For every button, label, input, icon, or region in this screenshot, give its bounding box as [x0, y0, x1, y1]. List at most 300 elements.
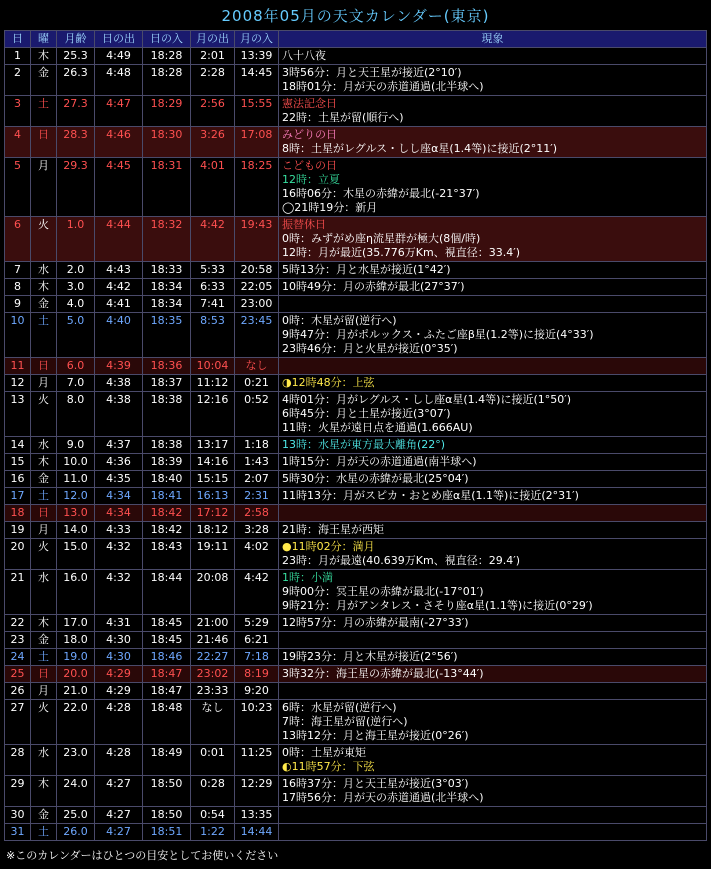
cell-moonset: なし [235, 358, 279, 375]
table-row [5, 700, 707, 745]
cell-weekday: 水 [31, 745, 57, 776]
cell-sunset: 18:36 [143, 358, 191, 375]
cell-moonset: 1:43 [235, 454, 279, 471]
cell-moonrise: 2:56 [191, 96, 235, 127]
cell-sunrise: 4:35 [95, 471, 143, 488]
table-row [5, 776, 707, 807]
cell-sunset: 18:42 [143, 522, 191, 539]
table-row [5, 48, 707, 65]
cell-weekday: 火 [31, 217, 57, 262]
column-header-moonrise: 月の出 [191, 31, 235, 48]
cell-phenomena [279, 522, 707, 539]
cell-day: 12 [5, 375, 31, 392]
cell-weekday: 月 [31, 158, 57, 217]
cell-day: 19 [5, 522, 31, 539]
cell-day: 5 [5, 158, 31, 217]
cell-moon-age: 14.0 [57, 522, 95, 539]
event-text: みどりの日 [282, 128, 337, 141]
table-row [5, 745, 707, 776]
table-row [5, 296, 707, 313]
cell-moon-age: 11.0 [57, 471, 95, 488]
cell-day: 23 [5, 632, 31, 649]
event-text: 21時：海王星が西矩 [282, 523, 384, 536]
cell-sunset: 18:37 [143, 375, 191, 392]
cell-sunrise: 4:28 [95, 700, 143, 745]
cell-moon-age: 20.0 [57, 666, 95, 683]
table-row [5, 313, 707, 358]
cell-sunset: 18:39 [143, 454, 191, 471]
cell-phenomena [279, 279, 707, 296]
cell-phenomena [279, 488, 707, 505]
cell-sunrise: 4:29 [95, 666, 143, 683]
event-text: 11時13分：月がスピカ・おとめ座α星(1.1等)に接近(2°31′) [282, 489, 579, 502]
event-text: 18時01分：月が天の赤道通過(北半球へ) [282, 80, 484, 93]
cell-day: 6 [5, 217, 31, 262]
event-text: 1時：小満 [282, 571, 333, 584]
table-row [5, 392, 707, 437]
cell-sunset: 18:47 [143, 666, 191, 683]
cell-sunset: 18:34 [143, 279, 191, 296]
cell-sunrise: 4:44 [95, 217, 143, 262]
cell-moonrise: 0:01 [191, 745, 235, 776]
cell-sunrise: 4:38 [95, 392, 143, 437]
event-text: 19時23分：月と木星が接近(2°56′) [282, 650, 458, 663]
event-text: ◐11時57分：下弦 [282, 760, 375, 773]
cell-moonset: 2:07 [235, 471, 279, 488]
cell-phenomena [279, 437, 707, 454]
cell-phenomena [279, 649, 707, 666]
cell-moonrise: 23:33 [191, 683, 235, 700]
cell-moon-age: 16.0 [57, 570, 95, 615]
cell-sunrise: 4:32 [95, 570, 143, 615]
cell-phenomena [279, 824, 707, 841]
event-text: 6時：水星が留(逆行へ) [282, 701, 397, 714]
cell-moonrise: 18:12 [191, 522, 235, 539]
event-text: 7時：海王星が留(逆行へ) [282, 715, 408, 728]
cell-moonset: 8:19 [235, 666, 279, 683]
event-text: 12時：月が最近(35.776万Km、視直径：33.4′) [282, 246, 520, 259]
cell-sunrise: 4:49 [95, 48, 143, 65]
cell-sunset: 18:31 [143, 158, 191, 217]
event-text: 4時01分：月がレグルス・しし座α星(1.4等)に接近(1°50′) [282, 393, 572, 406]
table-row [5, 358, 707, 375]
cell-moonrise: 12:16 [191, 392, 235, 437]
cell-moonset: 2:31 [235, 488, 279, 505]
table-header-row [5, 31, 707, 48]
cell-weekday: 火 [31, 700, 57, 745]
cell-moonset: 4:42 [235, 570, 279, 615]
cell-day: 8 [5, 279, 31, 296]
cell-moonset: 14:44 [235, 824, 279, 841]
table-row [5, 279, 707, 296]
cell-weekday: 火 [31, 392, 57, 437]
cell-phenomena [279, 65, 707, 96]
cell-weekday: 金 [31, 65, 57, 96]
cell-moon-age: 26.0 [57, 824, 95, 841]
event-text: こどもの日 [282, 159, 337, 172]
cell-day: 2 [5, 65, 31, 96]
cell-moonset: 19:43 [235, 217, 279, 262]
cell-moonset: 13:39 [235, 48, 279, 65]
cell-sunset: 18:45 [143, 632, 191, 649]
table-row [5, 807, 707, 824]
cell-moonrise: 2:28 [191, 65, 235, 96]
cell-sunset: 18:33 [143, 262, 191, 279]
cell-weekday: 月 [31, 683, 57, 700]
cell-sunset: 18:29 [143, 96, 191, 127]
cell-sunset: 18:43 [143, 539, 191, 570]
cell-moonrise: 3:26 [191, 127, 235, 158]
cell-moonset: 23:00 [235, 296, 279, 313]
event-text: 6時45分：月と土星が接近(3°07′) [282, 407, 451, 420]
cell-day: 18 [5, 505, 31, 522]
cell-weekday: 木 [31, 615, 57, 632]
cell-sunrise: 4:40 [95, 313, 143, 358]
cell-sunset: 18:38 [143, 392, 191, 437]
footer-note: ※このカレンダーはひとつの目安としてお使いください [6, 849, 279, 862]
cell-moon-age: 3.0 [57, 279, 95, 296]
cell-sunrise: 4:45 [95, 158, 143, 217]
table-row [5, 217, 707, 262]
event-text: 12時57分：月の赤緯が最南(-27°33′) [282, 616, 469, 629]
cell-sunset: 18:42 [143, 505, 191, 522]
cell-moonrise: 8:53 [191, 313, 235, 358]
cell-phenomena [279, 127, 707, 158]
table-row [5, 666, 707, 683]
cell-moon-age: 2.0 [57, 262, 95, 279]
cell-sunrise: 4:42 [95, 279, 143, 296]
cell-sunrise: 4:41 [95, 296, 143, 313]
cell-moon-age: 15.0 [57, 539, 95, 570]
event-text: 16時37分：月と天王星が接近(3°03′) [282, 777, 469, 790]
cell-sunset: 18:35 [143, 313, 191, 358]
table-row [5, 488, 707, 505]
cell-moonset: 18:25 [235, 158, 279, 217]
event-text: 9時00分：冥王星の赤緯が最北(-17°01′) [282, 585, 484, 598]
cell-moon-age: 6.0 [57, 358, 95, 375]
event-text: 0時：みずがめ座η流星群が極大(8個/時) [282, 232, 481, 245]
cell-moonset: 13:35 [235, 807, 279, 824]
cell-moon-age: 8.0 [57, 392, 95, 437]
cell-sunset: 18:51 [143, 824, 191, 841]
event-text: 5時13分：月と水星が接近(1°42′) [282, 263, 451, 276]
cell-moon-age: 7.0 [57, 375, 95, 392]
event-text: 8時：土星がレグルス・しし座α星(1.4等)に接近(2°11′) [282, 142, 558, 155]
cell-moonrise: 4:01 [191, 158, 235, 217]
cell-moonrise: 22:27 [191, 649, 235, 666]
cell-day: 16 [5, 471, 31, 488]
cell-weekday: 水 [31, 437, 57, 454]
event-text: ◑12時48分：上弦 [282, 376, 375, 389]
cell-sunrise: 4:43 [95, 262, 143, 279]
cell-weekday: 日 [31, 358, 57, 375]
cell-moonrise: 4:42 [191, 217, 235, 262]
cell-weekday: 金 [31, 807, 57, 824]
cell-moon-age: 18.0 [57, 632, 95, 649]
cell-phenomena [279, 807, 707, 824]
cell-moonset: 11:25 [235, 745, 279, 776]
cell-moon-age: 27.3 [57, 96, 95, 127]
cell-phenomena [279, 375, 707, 392]
cell-moonset: 17:08 [235, 127, 279, 158]
event-text: 1時15分：月が天の赤道通過(南半球へ) [282, 455, 477, 468]
cell-sunset: 18:45 [143, 615, 191, 632]
cell-day: 30 [5, 807, 31, 824]
cell-sunrise: 4:31 [95, 615, 143, 632]
cell-moonrise: 1:22 [191, 824, 235, 841]
column-header-sunrise: 日の出 [95, 31, 143, 48]
cell-phenomena [279, 471, 707, 488]
cell-moonrise: 6:33 [191, 279, 235, 296]
table-row [5, 158, 707, 217]
cell-weekday: 金 [31, 632, 57, 649]
cell-sunset: 18:46 [143, 649, 191, 666]
cell-sunrise: 4:30 [95, 649, 143, 666]
table-row [5, 65, 707, 96]
cell-day: 28 [5, 745, 31, 776]
cell-moonrise: 2:01 [191, 48, 235, 65]
table-row [5, 96, 707, 127]
cell-sunrise: 4:32 [95, 539, 143, 570]
cell-moon-age: 22.0 [57, 700, 95, 745]
column-header-moon-age: 月齢 [57, 31, 95, 48]
cell-moon-age: 13.0 [57, 505, 95, 522]
event-text: 0時：土星が東矩 [282, 746, 366, 759]
cell-phenomena [279, 776, 707, 807]
cell-phenomena [279, 454, 707, 471]
cell-moon-age: 17.0 [57, 615, 95, 632]
cell-day: 3 [5, 96, 31, 127]
cell-weekday: 月 [31, 522, 57, 539]
cell-phenomena [279, 262, 707, 279]
cell-weekday: 日 [31, 505, 57, 522]
table-row [5, 437, 707, 454]
cell-moon-age: 24.0 [57, 776, 95, 807]
cell-weekday: 土 [31, 313, 57, 358]
event-text: 16時06分：木星の赤緯が最北(-21°37′) [282, 187, 480, 200]
cell-moonset: 15:55 [235, 96, 279, 127]
table-row [5, 505, 707, 522]
cell-sunrise: 4:27 [95, 824, 143, 841]
cell-moonrise: 21:00 [191, 615, 235, 632]
cell-sunset: 18:49 [143, 745, 191, 776]
cell-sunset: 18:40 [143, 471, 191, 488]
cell-moonset: 22:05 [235, 279, 279, 296]
cell-moonrise: 0:28 [191, 776, 235, 807]
cell-day: 24 [5, 649, 31, 666]
cell-sunset: 18:38 [143, 437, 191, 454]
cell-moonset: 12:29 [235, 776, 279, 807]
cell-weekday: 土 [31, 649, 57, 666]
cell-weekday: 火 [31, 539, 57, 570]
cell-sunrise: 4:34 [95, 505, 143, 522]
cell-day: 20 [5, 539, 31, 570]
cell-phenomena [279, 296, 707, 313]
cell-phenomena [279, 96, 707, 127]
cell-weekday: 日 [31, 127, 57, 158]
cell-sunset: 18:50 [143, 807, 191, 824]
event-text: 0時：木星が留(逆行へ) [282, 314, 397, 327]
event-text: 八十八夜 [282, 49, 326, 62]
cell-day: 29 [5, 776, 31, 807]
cell-sunrise: 4:33 [95, 522, 143, 539]
cell-moonrise: 19:11 [191, 539, 235, 570]
event-text: 17時56分：月が天の赤道通過(北半球へ) [282, 791, 484, 804]
cell-sunrise: 4:30 [95, 632, 143, 649]
cell-moonset: 0:21 [235, 375, 279, 392]
table-row [5, 262, 707, 279]
event-text: 憲法記念日 [282, 97, 337, 110]
cell-moonset: 9:20 [235, 683, 279, 700]
cell-phenomena [279, 683, 707, 700]
cell-sunrise: 4:28 [95, 745, 143, 776]
cell-weekday: 水 [31, 570, 57, 615]
cell-moon-age: 19.0 [57, 649, 95, 666]
table-row [5, 127, 707, 158]
column-header-weekday: 曜 [31, 31, 57, 48]
cell-day: 25 [5, 666, 31, 683]
cell-moon-age: 23.0 [57, 745, 95, 776]
cell-phenomena [279, 505, 707, 522]
cell-sunrise: 4:48 [95, 65, 143, 96]
cell-moon-age: 1.0 [57, 217, 95, 262]
cell-phenomena [279, 666, 707, 683]
table-row [5, 649, 707, 666]
cell-moon-age: 4.0 [57, 296, 95, 313]
cell-phenomena [279, 358, 707, 375]
cell-weekday: 土 [31, 488, 57, 505]
cell-weekday: 木 [31, 454, 57, 471]
cell-weekday: 木 [31, 279, 57, 296]
cell-day: 15 [5, 454, 31, 471]
cell-day: 10 [5, 313, 31, 358]
cell-sunrise: 4:46 [95, 127, 143, 158]
cell-day: 4 [5, 127, 31, 158]
cell-moonset: 10:23 [235, 700, 279, 745]
cell-sunrise: 4:37 [95, 437, 143, 454]
cell-sunrise: 4:27 [95, 807, 143, 824]
cell-weekday: 金 [31, 296, 57, 313]
table-row [5, 522, 707, 539]
cell-moonrise: なし [191, 700, 235, 745]
cell-moon-age: 10.0 [57, 454, 95, 471]
column-header-moonset: 月の入 [235, 31, 279, 48]
cell-moonrise: 21:46 [191, 632, 235, 649]
table-row [5, 454, 707, 471]
cell-moonrise: 11:12 [191, 375, 235, 392]
cell-moonrise: 13:17 [191, 437, 235, 454]
cell-sunset: 18:28 [143, 48, 191, 65]
cell-sunset: 18:30 [143, 127, 191, 158]
table-row [5, 471, 707, 488]
cell-moon-age: 21.0 [57, 683, 95, 700]
column-header-phenomena: 現象 [279, 31, 707, 48]
cell-day: 26 [5, 683, 31, 700]
cell-moonset: 0:52 [235, 392, 279, 437]
cell-sunset: 18:34 [143, 296, 191, 313]
event-text: 12時：立夏 [282, 173, 340, 186]
cell-weekday: 月 [31, 375, 57, 392]
cell-day: 9 [5, 296, 31, 313]
cell-weekday: 木 [31, 48, 57, 65]
cell-sunrise: 4:34 [95, 488, 143, 505]
cell-day: 13 [5, 392, 31, 437]
cell-moon-age: 12.0 [57, 488, 95, 505]
cell-weekday: 土 [31, 96, 57, 127]
cell-moonrise: 7:41 [191, 296, 235, 313]
cell-moonset: 4:02 [235, 539, 279, 570]
cell-moonrise: 10:04 [191, 358, 235, 375]
cell-moon-age: 26.3 [57, 65, 95, 96]
cell-weekday: 木 [31, 776, 57, 807]
cell-day: 21 [5, 570, 31, 615]
cell-moonrise: 5:33 [191, 262, 235, 279]
event-text: 22時：土星が留(順行へ) [282, 111, 404, 124]
cell-sunrise: 4:29 [95, 683, 143, 700]
cell-day: 17 [5, 488, 31, 505]
cell-moonrise: 0:54 [191, 807, 235, 824]
cell-sunrise: 4:27 [95, 776, 143, 807]
cell-sunset: 18:50 [143, 776, 191, 807]
event-text: 13時：水星が東方最大離角(22°) [282, 438, 446, 451]
cell-day: 27 [5, 700, 31, 745]
cell-moonset: 7:18 [235, 649, 279, 666]
event-text: 10時49分：月の赤緯が最北(27°37′) [282, 280, 465, 293]
cell-moonrise: 15:15 [191, 471, 235, 488]
event-text: 3時32分：海王星の赤緯が最北(-13°44′) [282, 667, 484, 680]
cell-sunset: 18:32 [143, 217, 191, 262]
cell-moon-age: 9.0 [57, 437, 95, 454]
cell-moonrise: 16:13 [191, 488, 235, 505]
cell-moon-age: 25.0 [57, 807, 95, 824]
cell-sunset: 18:44 [143, 570, 191, 615]
cell-sunrise: 4:47 [95, 96, 143, 127]
table-row [5, 824, 707, 841]
event-text: 9時47分：月がポルックス・ふたご座β星(1.2等)に接近(4°33′) [282, 328, 594, 341]
cell-phenomena [279, 313, 707, 358]
column-header-sunset: 日の入 [143, 31, 191, 48]
cell-moonset: 3:28 [235, 522, 279, 539]
table-row [5, 683, 707, 700]
cell-phenomena [279, 158, 707, 217]
cell-phenomena [279, 570, 707, 615]
cell-moon-age: 29.3 [57, 158, 95, 217]
event-text: ◯21時19分：新月 [282, 201, 378, 214]
cell-phenomena [279, 700, 707, 745]
cell-phenomena [279, 48, 707, 65]
cell-moonset: 2:58 [235, 505, 279, 522]
cell-weekday: 水 [31, 262, 57, 279]
event-text: 23時46分：月と火星が接近(0°35′) [282, 342, 458, 355]
cell-sunset: 18:41 [143, 488, 191, 505]
page-title: 2008年05月の天文カレンダー(東京) [221, 7, 490, 25]
column-header-day: 日 [5, 31, 31, 48]
cell-moonset: 1:18 [235, 437, 279, 454]
cell-moonrise: 20:08 [191, 570, 235, 615]
cell-phenomena [279, 217, 707, 262]
cell-day: 14 [5, 437, 31, 454]
astronomy-calendar-table [4, 30, 707, 841]
cell-phenomena [279, 632, 707, 649]
cell-day: 1 [5, 48, 31, 65]
table-row [5, 615, 707, 632]
cell-moonset: 5:29 [235, 615, 279, 632]
cell-weekday: 金 [31, 471, 57, 488]
cell-phenomena [279, 392, 707, 437]
cell-moon-age: 25.3 [57, 48, 95, 65]
cell-sunrise: 4:39 [95, 358, 143, 375]
cell-phenomena [279, 539, 707, 570]
